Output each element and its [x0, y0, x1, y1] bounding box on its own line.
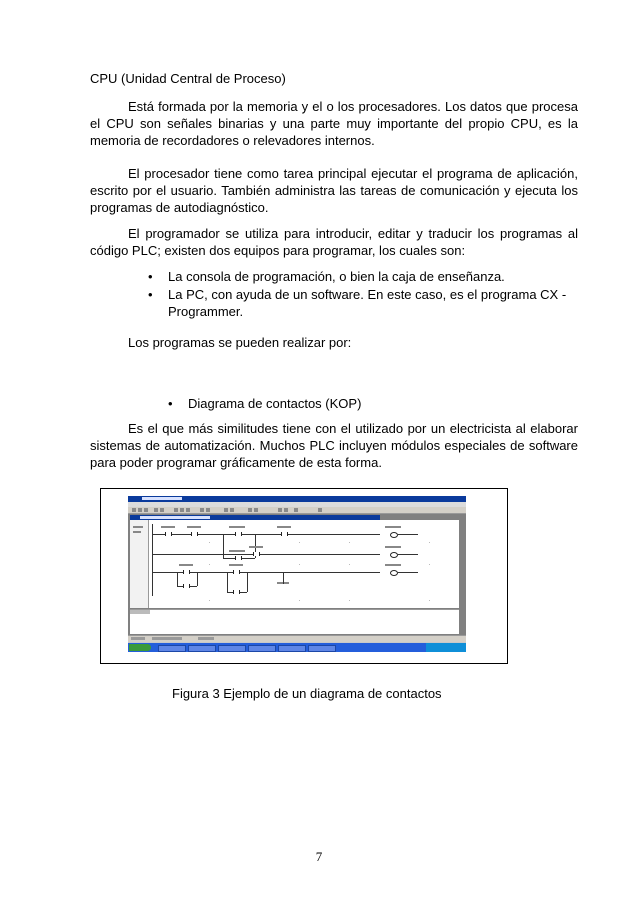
list-item [168, 395, 578, 412]
bullet-icon: • [168, 396, 173, 411]
window-toolbar [128, 507, 466, 514]
paragraph-kop: Es el que más similitudes tiene con el utilizado por un electricista al elaborar sistemas de automatización. Muchos PLC incluyen módulos especiales de software para poder programar gráficamente de esta forma. [90, 421, 578, 470]
page-number: 7 [315, 849, 323, 864]
figure-caption: Figura 3 Ejemplo de un diagrama de contactos [172, 686, 442, 701]
list-item-text: La consola de programación, o bien la caja de enseñanza. [168, 269, 505, 284]
program-types-list [168, 395, 578, 412]
system-tray [426, 643, 466, 652]
ladder-editor-pane [149, 520, 459, 608]
programming-devices-list [148, 268, 578, 321]
section-heading: CPU (Unidad Central de Proceso) [90, 71, 286, 86]
status-bar [128, 635, 466, 642]
list-item-text: La PC, con ayuda de un software. En este caso, es el programa CX - Programmer. [168, 287, 567, 319]
ladder-diagram-screenshot [128, 496, 466, 652]
project-tree-pane [130, 520, 149, 608]
programs-intro: Los programas se pueden realizar por: [128, 335, 352, 350]
start-button [129, 644, 151, 651]
list-item [148, 286, 578, 320]
bullet-icon: • [148, 269, 153, 284]
taskbar [128, 643, 466, 652]
paragraph-cpu: Está formada por la memoria y el o los procesadores. Los datos que procesa el CPU son señales binarias y una parte muy importante del propio CPU, es la memoria de recordadores o relevadores internos. [90, 99, 578, 148]
paragraph-processor: El procesador tiene como tarea principal ejecutar el programa de aplicación, escrito por el usuario. También administra las tareas de comunicación y ejecuta los programas de autodiagnóstico. [90, 166, 578, 215]
list-item-text: Diagrama de contactos (KOP) [188, 396, 362, 411]
paragraph-programmer: El programador se utiliza para introducir, editar y traducir los programas al código PLC; existen dos equipos para programar, los cuales son: [90, 226, 578, 258]
output-pane [130, 609, 459, 634]
figure-frame [100, 488, 508, 664]
bullet-icon: • [148, 287, 153, 302]
list-item [148, 268, 578, 285]
